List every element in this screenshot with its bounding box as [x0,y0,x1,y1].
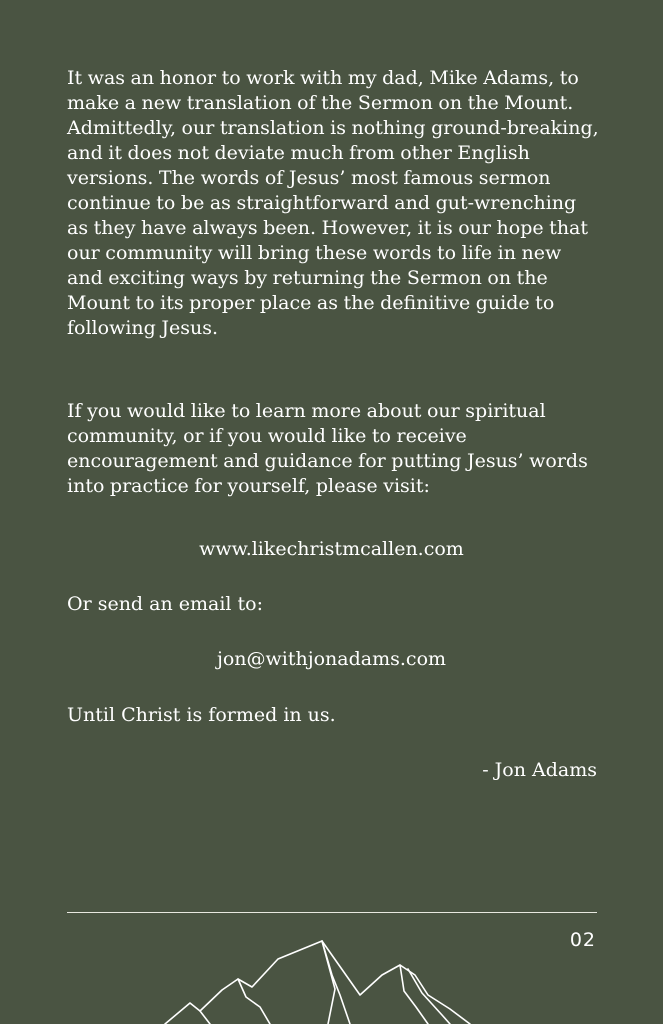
closing-line: Until Christ is formed in us. [67,704,336,726]
mountain-range-icon [160,935,500,1024]
signature: - Jon Adams [482,759,597,781]
page-number: 02 [569,929,596,951]
footer-divider [67,912,597,913]
website-link[interactable]: www.likechristmcallen.com [199,538,464,560]
email-intro-text: Or send an email to: [67,593,263,615]
email-link[interactable]: jon@withjonadams.com [216,648,447,670]
invitation-paragraph: If you would like to learn more about our spiritual community, or if you would like to receive encouragement and guidance for putting Jesus’ words into practice for yourself, please visit: [67,400,588,497]
intro-paragraph: It was an honor to work with my dad, Mike Adams, to make a new translation of the Sermon on the Mount. Admittedly, our translation is nothing ground-breaking, and it does not deviate much from other English versions. The words of Jesus’ most famous sermon continue to be as straightforward and gut-wrenching as they have always been. However, it is our hope that our community will bring these words to life in new and exciting ways by returning the Sermon on the Mount to its proper place as the definitive guide to following Jesus. [67,67,599,339]
